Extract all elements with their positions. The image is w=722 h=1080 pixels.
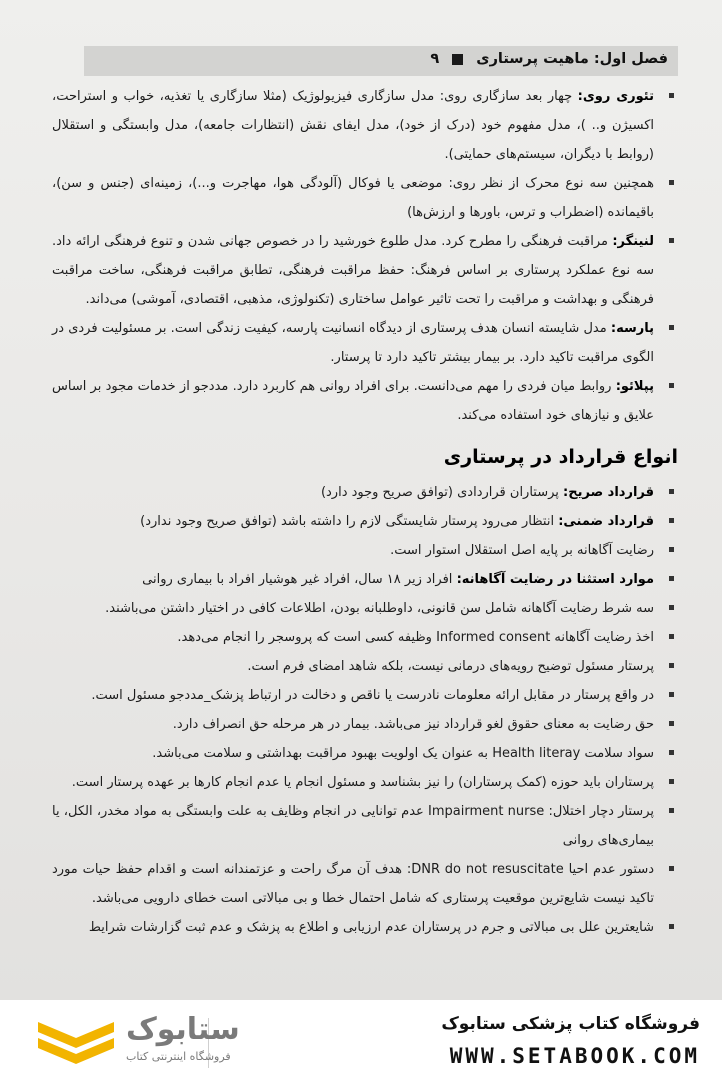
bullet-item bbox=[52, 710, 678, 739]
bullet-text: سه شرط رضایت آگاهانه شامل سن قانونی، داوطلبانه بودن، اطلاعات کافی در اختیار داشتن می‌باشند. bbox=[105, 601, 654, 616]
publisher-footer bbox=[0, 1000, 722, 1080]
bullet-item bbox=[52, 565, 678, 594]
bullet-term: قرارداد صریح: bbox=[563, 485, 654, 500]
bullet-item bbox=[52, 594, 678, 623]
bullet-term: تئوری روی: bbox=[577, 89, 654, 104]
bullet-term: لنینگر: bbox=[612, 234, 654, 249]
bullet-item bbox=[52, 169, 678, 227]
bullet-item bbox=[52, 536, 678, 565]
page-number: ۹ bbox=[430, 51, 440, 67]
bullet-text: پرستاران باید حوزه (کمک پرستاران) را نیز بشناسد و مسئول انجام یا عدم انجام کارها بر عهده پرستار است. bbox=[71, 775, 654, 790]
bullet-text: پرستار مسئول توضیح رویه‌های درمانی نیست، بلکه شاهد امضای فرم است. bbox=[247, 659, 654, 674]
bullet-text: روابط میان فردی را مهم می‌دانست. برای افراد روانی هم کاربرد دارد. مددجو از خدمات مجود بر اساس علایق و نیازهای خود استفاده می‌کند. bbox=[52, 379, 654, 423]
bullet-text: همچنین سه نوع محرک از نظر روی: موضعی یا فوکال (آلودگی هوا، مهاجرت و...)، زمینه‌ای (جنس و سن)، باقیمانده (اضطراب و ترس، باورها و ارزش‌ها) bbox=[52, 176, 654, 220]
bullet-item bbox=[52, 82, 678, 169]
bullet-item bbox=[52, 227, 678, 314]
bullet-item bbox=[52, 623, 678, 652]
bullet-item bbox=[52, 681, 678, 710]
bullet-item bbox=[52, 372, 678, 430]
bullet-text: چهار بعد سازگاری روی: مدل سازگاری فیزیولوژیک (مثلا سازگاری یا تغذیه، خواب و استراحت، اکسیژن و.. )، مدل مفهوم خود (درک از خود)، مدل ایفای نقش (انتظارات جامعه)، مدل وابستگی و استقلال (روابط با دیگران، سیستم‌های حمایتی). bbox=[52, 89, 654, 162]
bullet-text: دستور عدم احیا DNR do not resuscitate: هدف آن مرگ راحت و عزتمندانه است و اقدام حفظ حیات مورد تاکید نیست شایع‌ترین موقعیت پرستاری که شامل احتمال خطا و بی مبالاتی است خطای دارویی می‌باشد. bbox=[52, 862, 655, 906]
bullet-term: موارد استثنا در رضایت آگاهانه: bbox=[456, 572, 654, 587]
bullet-text: حق رضایت به معنای حقوق لغو قرارداد نیز می‌باشد. بیمار در هر مرحله حق انصراف دارد. bbox=[172, 717, 654, 732]
bullet-text: افراد زیر ۱۸ سال، افراد غیر هوشیار افراد با بیماری روانی bbox=[142, 572, 457, 587]
chapter-title-text: فصل اول: ماهیت پرستاری bbox=[476, 51, 668, 67]
bullet-text: رضایت آگاهانه بر پایه اصل استقلال استوار است. bbox=[390, 543, 654, 558]
chapter-header bbox=[84, 46, 678, 76]
bullet-item bbox=[52, 314, 678, 372]
bullet-term: پارسه: bbox=[610, 321, 654, 336]
store-name: فروشگاه کتاب پزشکی ستابوک bbox=[441, 1014, 700, 1034]
square-icon bbox=[452, 54, 463, 65]
logo-wordmark: ستابوک bbox=[126, 1012, 240, 1047]
bullet-item bbox=[52, 652, 678, 681]
bullet-item bbox=[52, 768, 678, 797]
bullet-text: پرستاران قراردادی (توافق صریح وجود دارد) bbox=[320, 485, 564, 500]
bullet-term: پپلائو: bbox=[615, 379, 654, 394]
bullet-text: سواد سلامت Health literay به عنوان یک اولویت بهبود مراقبت بهداشتی و سلامت می‌باشد. bbox=[152, 746, 654, 761]
bullet-text: اخذ رضایت آگاهانه Informed consent وظیفه کسی است که پروسجر را انجام می‌دهد. bbox=[177, 630, 654, 645]
theories-list bbox=[52, 82, 678, 430]
bullet-item bbox=[52, 855, 678, 913]
bullet-text: مراقبت فرهنگی را مطرح کرد. مدل طلوع خورشید را در خصوص جهانی شدن و تنوع فرهنگی ارائه داد. سه نوع عملکرد پرستاری بر اساس فرهنگ: حفظ مراقبت فرهنگی، تطابق مراقبت فرهنگی، ساخت مراقبت فرهنگی و بهداشت و مراقبت را تحت تاثیر عوامل ساختاری (تکنولوژی، مذهبی، اقتصادی، آموشی) می‌داند. bbox=[52, 234, 654, 307]
section-heading: انواع قرارداد در پرستاری bbox=[443, 446, 678, 468]
bullet-text: مدل شایسته انسان هدف پرستاری از دیدگاه انسانیت پارسه، کیفیت زندگی است. بر مسئولیت فردی در الگوی مراقبت تاکید دارد. بر بیمار بیشتر تاکید دارد تا پرستار. bbox=[52, 321, 654, 365]
page-body bbox=[52, 82, 678, 942]
contracts-list bbox=[52, 478, 678, 942]
bullet-item bbox=[52, 913, 678, 942]
bullet-item bbox=[52, 507, 678, 536]
logo-tagline: فروشگاه اینترنتی کتاب bbox=[126, 1050, 231, 1063]
bullet-text: در واقع پرستار در مقابل ارائه معلومات نادرست یا ناقص و دخالت در ارتباط پزشک_مددجو مسئول است. bbox=[91, 688, 654, 703]
chevron-logo-icon bbox=[30, 1012, 122, 1072]
chapter-title bbox=[430, 51, 668, 67]
setabook-logo bbox=[30, 1012, 330, 1072]
bullet-text: شایعترین علل بی مبالاتی و جرم در پرستاران عدم ارزیابی و اطلاع به پزشک و عدم ثبت گزارشات شرایط bbox=[88, 920, 654, 935]
bullet-item bbox=[52, 739, 678, 768]
bullet-item bbox=[52, 478, 678, 507]
store-url: WWW.SETABOOK.COM bbox=[449, 1044, 700, 1068]
bullet-text: پرستار دچار اختلال: Impairment nurse عدم توانایی در انجام وظایف به علت وابستگی به مواد مخدر، الکل، یا بیماری‌های روانی bbox=[52, 804, 654, 848]
bullet-text: انتظار می‌رود پرستار شایستگی لازم را داشته باشد (توافق صریح وجود ندارد) bbox=[140, 514, 559, 529]
bullet-term: قرارداد ضمنی: bbox=[558, 514, 654, 529]
bullet-item bbox=[52, 797, 678, 855]
